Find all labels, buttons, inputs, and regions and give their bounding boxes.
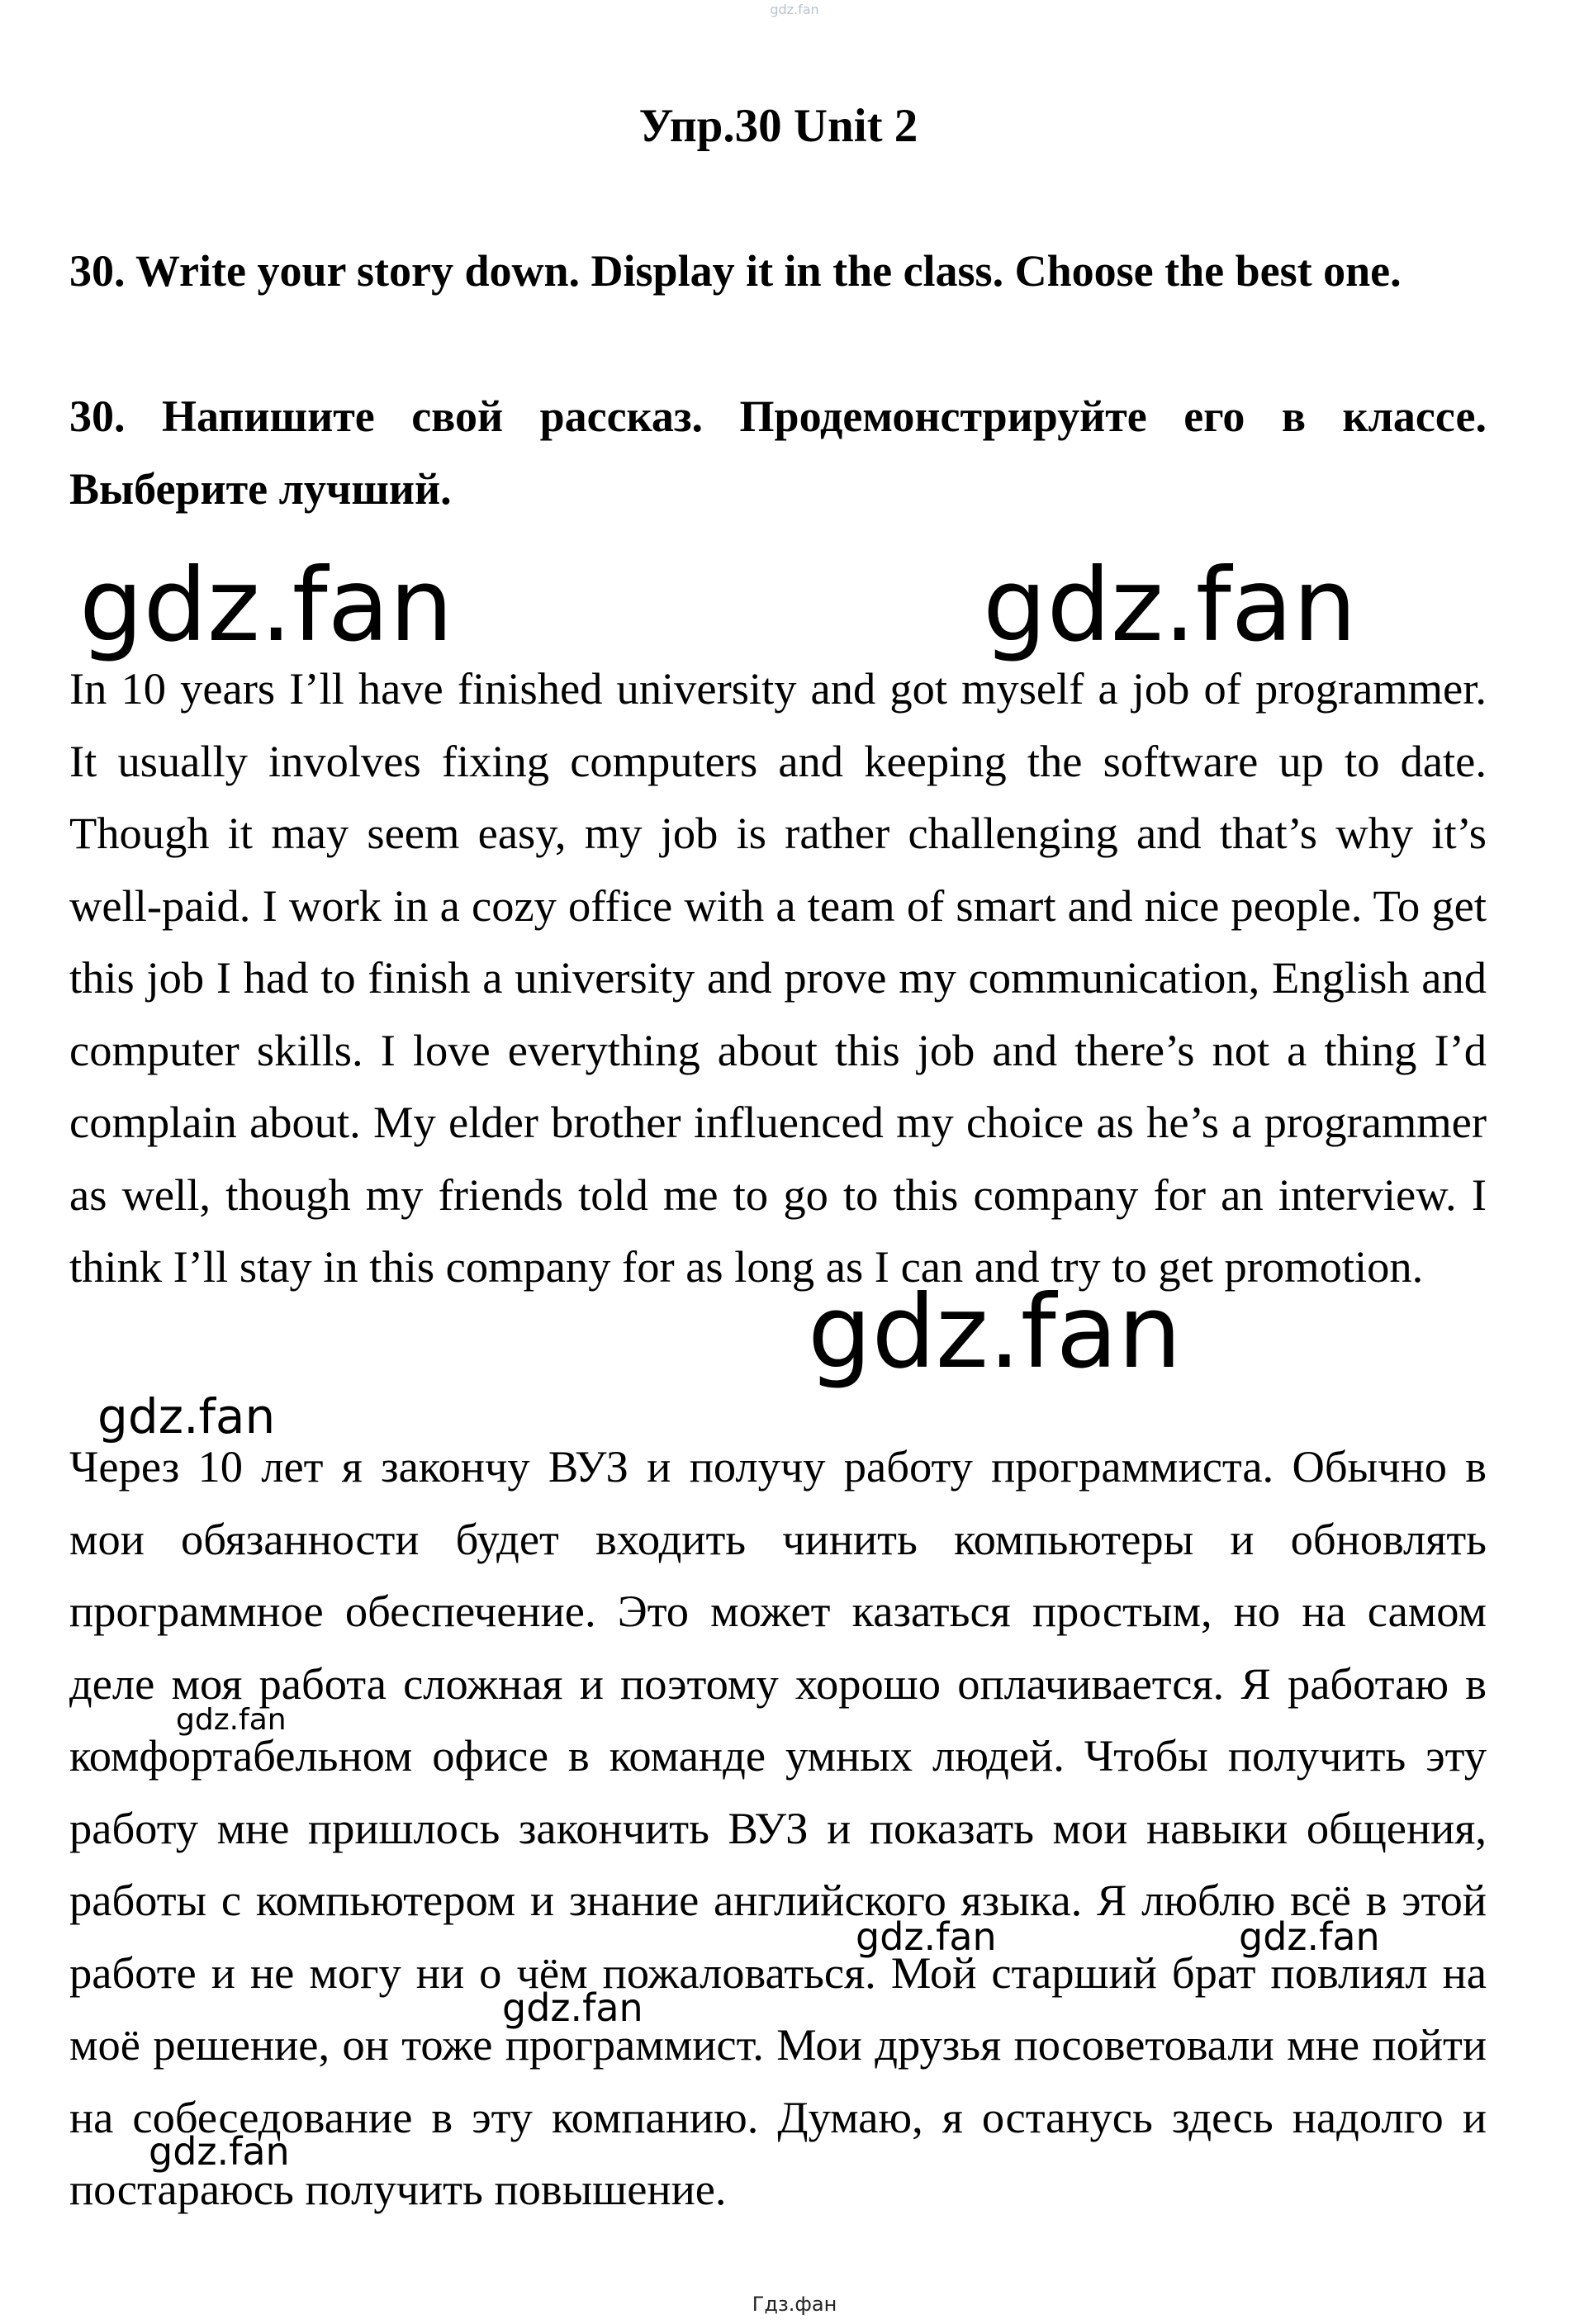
- page-title: Упр.30 Unit 2: [638, 100, 918, 152]
- watermark-large-left: gdz.fan: [79, 547, 453, 664]
- task-russian: 30. Напишите свой рассказ. Продемонстрируйте его в классе. Выберите лучший.: [69, 391, 1487, 514]
- answer-english-paragraph: In 10 years I’ll have finished university and got myself a job of programmer. It usually involves fixing computers and keeping the software up to date. Though it may seem easy, my job is rather challenging and that’s why it’s well-paid. I work in a cozy office with a team of smart and nice people. To get this job I had to finish a university and prove my communication, English and computer skills. I love everything about this job and there’s not a thing I’d complain about. My elder brother influenced my choice as he’s a programmer as well, though my friends told me to go to this company for an interview. I think I’ll stay in this company for as long as I can and try to get promotion.: [69, 663, 1487, 1292]
- watermark-large-middle: gdz.fan: [808, 1273, 1182, 1391]
- watermark-small-5: gdz.fan: [149, 2129, 290, 2174]
- task-english: 30. Write your story down. Display it in the class. Choose the best one.: [69, 246, 1402, 296]
- watermark-large-right: gdz.fan: [983, 547, 1357, 664]
- top-watermark: gdz.fan: [770, 2, 819, 17]
- watermark-small-4: gdz.fan: [502, 1985, 643, 2030]
- watermark-small-3: gdz.fan: [1239, 1914, 1380, 1959]
- watermark-medium-left: gdz.fan: [97, 1388, 276, 1444]
- answer-russian-paragraph: Через 10 лет я закончу ВУЗ и получу работу программиста. Обычно в мои обязанности будет входить чинить компьютеры и обновлять программное обеспечение. Это может казаться простым, но на самом деле моя работа сложная и поэтому хорошо оплачивается. Я работаю в комфортабельном офисе в команде умных людей. Чтобы получить эту работу мне пришлось закончить ВУЗ и показать мои навыки общения, работы с компьютером и знание английского языка. Я люблю всё в этой работе и не могу ни о чём пожаловаться. Мой старший брат повлиял на моё решение, он тоже программист. Мои друзья посоветовали мне пойти на собеседование в эту компанию. Думаю, я останусь здесь надолго и постараюсь получить повышение.: [69, 1441, 1487, 2214]
- watermark-small-1: gdz.fan: [176, 1703, 287, 1737]
- page-footer: Гдз.фан: [752, 2293, 837, 2316]
- watermark-small-2: gdz.fan: [856, 1914, 997, 1959]
